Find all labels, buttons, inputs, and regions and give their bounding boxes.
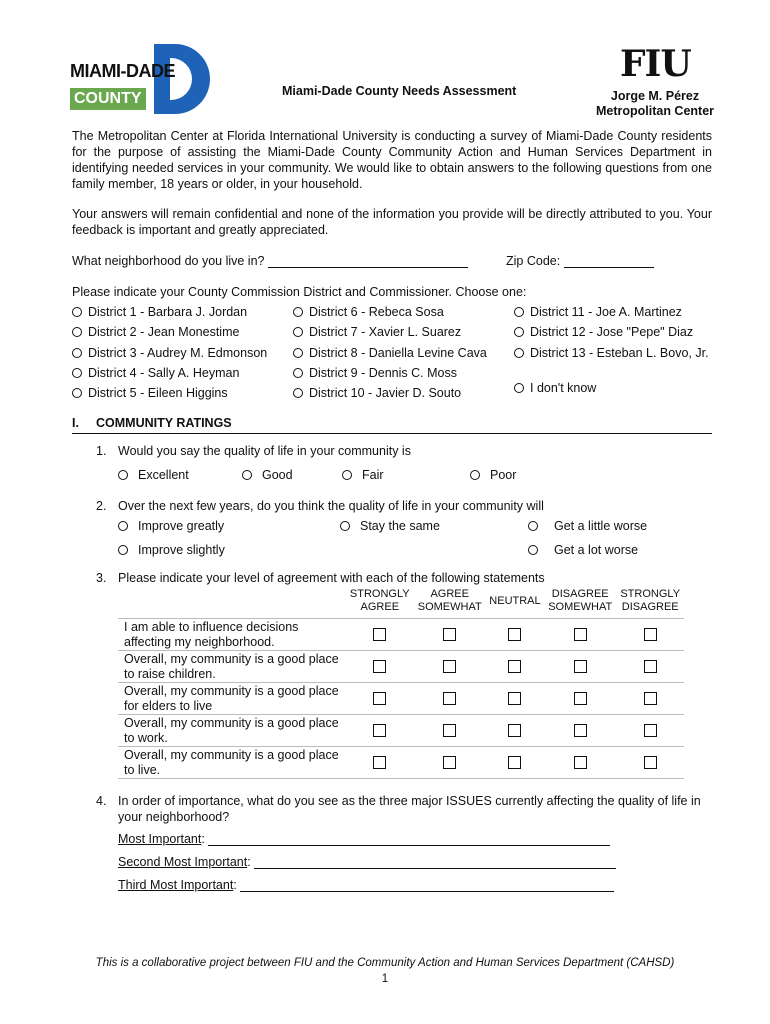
district-option[interactable]: District 2 - Jean Monestime (72, 325, 239, 339)
question-number: 3. (96, 571, 107, 585)
second-important-field[interactable] (254, 856, 616, 869)
q2-option-little-worse[interactable]: Get a little worse (528, 519, 647, 533)
third-important-field[interactable] (240, 879, 614, 892)
fiu-logo-mark: FIU (620, 43, 691, 85)
zip-question (506, 254, 654, 268)
statement: Overall, my community is a good place to live. (118, 747, 346, 779)
question-text: Would you say the quality of life in your community is (118, 444, 411, 458)
radio-icon (293, 327, 303, 337)
confidential-paragraph: Your answers will remain confidential and none of the information you provide will be directly attributed to you. Your feedback is important and greatly appreciated. (72, 207, 712, 237)
question-text-line2: your neighborhood? (118, 810, 230, 824)
most-important-label: Most Important (118, 832, 202, 846)
agreement-table (118, 588, 684, 779)
table-row (118, 651, 684, 683)
neighborhood-field[interactable] (268, 255, 468, 268)
checkbox[interactable] (508, 628, 521, 641)
checkbox[interactable] (644, 628, 657, 641)
checkbox[interactable] (644, 756, 657, 769)
district-option[interactable]: District 9 - Dennis C. Moss (293, 366, 457, 380)
logo-miami-dade-text: MIAMI-DADE (70, 61, 175, 81)
checkbox[interactable] (508, 724, 521, 737)
checkbox[interactable] (373, 628, 386, 641)
second-important-label: Second Most Important (118, 855, 248, 869)
table-row (118, 619, 684, 651)
second-important-row: Second Most Important: (118, 855, 616, 869)
radio-icon (293, 348, 303, 358)
checkbox[interactable] (508, 660, 521, 673)
col-disagree-somewhat: DISAGREE SOMEWHAT (548, 588, 613, 613)
statement: Overall, my community is a good place to work. (118, 715, 346, 747)
checkbox[interactable] (373, 692, 386, 705)
col-neutral: NEUTRAL (489, 594, 541, 607)
checkbox[interactable] (574, 756, 587, 769)
third-important-label: Third Most Important (118, 878, 234, 892)
q2-option-improve-slightly[interactable]: Improve slightly (118, 543, 225, 557)
question-text-line1: In order of importance, what do you see as the three major ISSUES currently affecting the quality of life in (118, 794, 701, 808)
section-heading (72, 416, 712, 434)
checkbox[interactable] (373, 660, 386, 673)
col-strongly-disagree: STRONGLY DISAGREE (620, 588, 681, 613)
most-important-row: Most Important: (118, 832, 610, 846)
statement: I am able to influence decisions affecting my neighborhood. (118, 619, 346, 651)
radio-icon (514, 383, 524, 393)
question-number: 4. (96, 794, 107, 808)
radio-icon (470, 470, 480, 480)
radio-icon (242, 470, 252, 480)
q2-option-improve-greatly[interactable]: Improve greatly (118, 519, 224, 533)
district-option[interactable]: District 3 - Audrey M. Edmonson (72, 346, 267, 360)
question-number: 1. (96, 444, 107, 458)
table-row (118, 747, 684, 779)
table-header-row (118, 588, 684, 619)
q1-option-good[interactable]: Good (242, 468, 293, 482)
checkbox[interactable] (443, 724, 456, 737)
question-4 (96, 793, 718, 825)
table-row (118, 715, 684, 747)
district-option[interactable]: District 12 - Jose "Pepe" Diaz (514, 325, 693, 339)
fiu-logo-line2: Metropolitan Center (595, 104, 715, 118)
radio-icon (118, 470, 128, 480)
radio-icon (118, 521, 128, 531)
fiu-logo-line1: Jorge M. Pérez (610, 89, 700, 103)
radio-icon (342, 470, 352, 480)
radio-icon (340, 521, 350, 531)
radio-icon (528, 545, 538, 555)
district-option[interactable]: District 10 - Javier D. Souto (293, 386, 461, 400)
zip-field[interactable] (564, 255, 654, 268)
checkbox[interactable] (574, 724, 587, 737)
radio-icon (514, 327, 524, 337)
question-1 (96, 444, 411, 458)
statement: Overall, my community is a good place to raise children. (118, 651, 346, 683)
logo-county-text: COUNTY (70, 88, 146, 110)
section-title: COMMUNITY RATINGS (96, 416, 232, 430)
section-number: I. (72, 416, 79, 430)
district-option[interactable]: District 4 - Sally A. Heyman (72, 366, 239, 380)
checkbox[interactable] (373, 724, 386, 737)
radio-icon (72, 327, 82, 337)
checkbox[interactable] (443, 660, 456, 673)
district-option[interactable]: District 8 - Daniella Levine Cava (293, 346, 487, 360)
radio-icon (293, 368, 303, 378)
checkbox[interactable] (443, 756, 456, 769)
question-3 (96, 571, 545, 585)
most-important-field[interactable] (208, 833, 610, 846)
radio-icon (72, 348, 82, 358)
col-agree-somewhat: AGREE SOMEWHAT (417, 588, 482, 613)
table-row (118, 683, 684, 715)
radio-icon (528, 521, 538, 531)
fiu-logo-subtitle (595, 89, 715, 119)
q2-option-stay-same[interactable]: Stay the same (340, 519, 440, 533)
question-text: Please indicate your level of agreement with each of the following statements (118, 571, 545, 585)
checkbox[interactable] (644, 692, 657, 705)
footer-note: This is a collaborative project between FIU and the Community Action and Human Services Department (CAHSD) (95, 957, 675, 969)
district-option[interactable]: District 13 - Esteban L. Bovo, Jr. (514, 346, 709, 360)
radio-icon (514, 348, 524, 358)
statement: Overall, my community is a good place for elders to live (118, 683, 346, 715)
question-number: 2. (96, 499, 107, 513)
checkbox[interactable] (574, 692, 587, 705)
checkbox[interactable] (644, 724, 657, 737)
col-strongly-agree: STRONGLY AGREE (349, 588, 410, 613)
neighborhood-label: What neighborhood do you live in? (72, 254, 265, 268)
checkbox[interactable] (574, 660, 587, 673)
radio-icon (293, 307, 303, 317)
district-option[interactable]: District 11 - Joe A. Martinez (514, 305, 682, 319)
q2-option-lot-worse[interactable]: Get a lot worse (528, 543, 638, 557)
district-option[interactable]: District 6 - Rebeca Sosa (293, 305, 444, 319)
radio-icon (514, 307, 524, 317)
q1-option-fair[interactable]: Fair (342, 468, 384, 482)
radio-icon (118, 545, 128, 555)
q1-option-poor[interactable]: Poor (470, 468, 516, 482)
miami-dade-county-logo (70, 44, 210, 114)
page-number: 1 (381, 973, 389, 985)
question-2 (96, 499, 544, 513)
checkbox[interactable] (443, 628, 456, 641)
district-prompt: Please indicate your County Commission District and Commissioner. Choose one: (72, 285, 527, 299)
checkbox[interactable] (508, 692, 521, 705)
dont-know-option[interactable]: I don't know (514, 381, 596, 395)
neighborhood-question (72, 254, 468, 268)
district-option[interactable]: District 7 - Xavier L. Suarez (293, 325, 461, 339)
radio-icon (72, 307, 82, 317)
checkbox[interactable] (443, 692, 456, 705)
zip-label: Zip Code: (506, 254, 561, 268)
radio-icon (72, 368, 82, 378)
district-option[interactable]: District 1 - Barbara J. Jordan (72, 305, 247, 319)
question-text: Over the next few years, do you think the quality of life in your community will (118, 499, 544, 513)
intro-paragraph: The Metropolitan Center at Florida International University is conducting a survey of Miami-Dade County residents for the purpose of assisting the Miami-Dade County Community Action and Human Services Department in identifying needed services in your community. We would like to obtain answers to the following questions from one family member, 18 years or older, in your household. (72, 129, 712, 191)
radio-icon (293, 388, 303, 398)
checkbox[interactable] (508, 756, 521, 769)
third-important-row: Third Most Important: (118, 878, 614, 892)
district-option[interactable]: District 5 - Eileen Higgins (72, 386, 228, 400)
checkbox[interactable] (574, 628, 587, 641)
q1-option-excellent[interactable]: Excellent (118, 468, 189, 482)
checkbox[interactable] (644, 660, 657, 673)
document-title: Miami-Dade County Needs Assessment (282, 84, 517, 98)
checkbox[interactable] (373, 756, 386, 769)
radio-icon (72, 388, 82, 398)
